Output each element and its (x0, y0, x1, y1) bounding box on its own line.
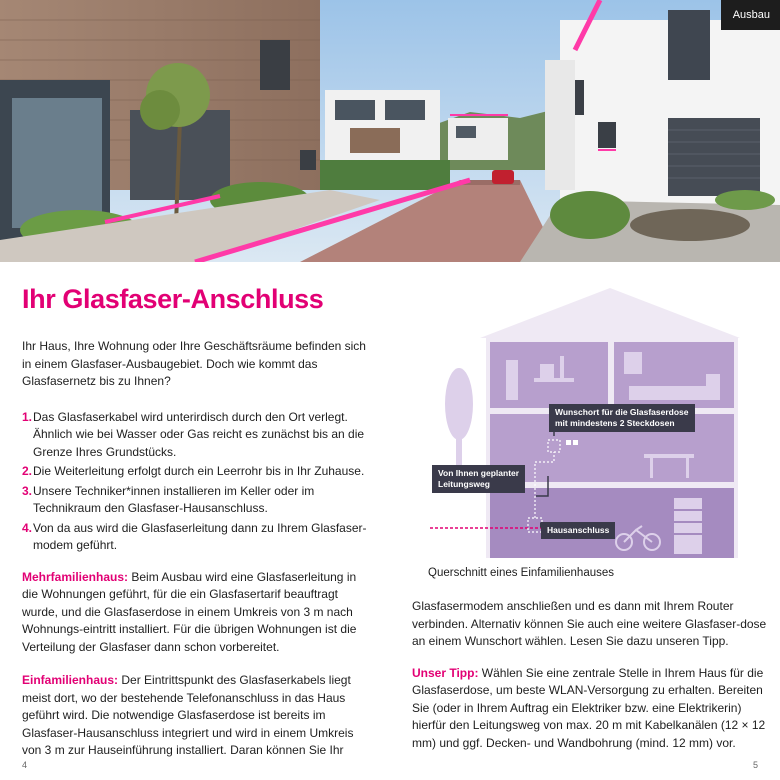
list-item: 2. Die Weiterleitung erfolgt durch ein Leerrohr bis in Ihr Zuhause. (22, 464, 365, 478)
callout-wunschort: Wunschort für die Glasfaserdose mit mindestens 2 Steckdosen (549, 404, 695, 432)
continuation-paragraph: Glasfasermodem anschließen und es dann mit Ihrem Router verbinden. Alternativ können Sie auch eine weitere Glasfaser-dose an einem Wunschort wählen. Lesen Sie dazu unseren Tipp. (412, 599, 767, 648)
list-item: 3. Unsere Techniker*innen installieren im Keller oder im Technikraum den Glasfaser-Hausanschluss. (22, 483, 315, 515)
roof-shape (480, 288, 740, 338)
house-cross-section (424, 286, 760, 558)
tip-label: Unser Tipp: (412, 665, 479, 680)
street-illustration (0, 0, 780, 262)
steps-list (22, 409, 374, 555)
left-column (22, 338, 374, 760)
section-tag: Ausbau (721, 0, 780, 30)
page-title: Ihr Glasfaser-Anschluss (22, 284, 324, 314)
page-number-right: 5 (752, 760, 758, 770)
intro-paragraph: Ihr Haus, Ihre Wohnung oder Ihre Geschäftsräume befinden sich in einem Glasfaser-Ausbaugebiet. Doch wie kommt das Glasfasernetz bis zu Ihnen? (22, 339, 366, 388)
mfh-label: Mehrfamilienhaus: (22, 569, 129, 584)
callout-hausanschluss: Hausanschluss (541, 522, 615, 539)
list-item: 1. Das Glasfaserkabel wird unterirdisch durch den Ort verlegt. Ähnlich wie bei Wasser oder Gas reicht es zunächst bis an die Grenze Ihres Grundstücks. (22, 409, 365, 459)
efh-label: Einfamilienhaus: (22, 673, 119, 687)
callout-leitungsweg: Von Ihnen geplanter Leitungsweg (432, 465, 525, 493)
street-photo (0, 0, 780, 262)
right-column (412, 598, 772, 752)
tip-paragraph: Unser Tipp: Wählen Sie eine zentrale Stelle in Ihrem Haus für die Glasfaserdose, um beste WLAN-Versorgung zu erhalten. Bereiten Sie (oder in Ihrem Auftrag ein Elektriker bzw. eine Elektrikerin) hierfür den Leitungsweg von max. 20 m mit Kabelkanälen (12 × 12 mm) und ggf. Decken- und Wandbohrung (mind. 12 mm) vor. (412, 665, 766, 750)
mfh-paragraph: Mehrfamilienhaus: Beim Ausbau wird eine Glasfaserleitung in die Wohnungen geführt, für die ein Glasfasertarif beauftragt wurde, und die Glasfaserdose in einem Umkreis von 3 m nach Wohnungs-eintritt installiert. Für die übrigen Wohnungen ist die Verteilung der Glasfaser dann schon vorbereitet. (22, 569, 357, 654)
diagram-caption: Querschnitt eines Einfamilienhauses (428, 567, 615, 579)
page-number-left: 4 (22, 760, 28, 770)
list-item: 4. Von da aus wird die Glasfaserleitung dann zu Ihrem Glasfaser-modem geführt. (22, 520, 367, 552)
efh-paragraph: Einfamilienhaus: Der Eintrittspunkt des Glasfaserkabels liegt meist dort, wo der bestehende Telefonanschluss in das Haus geführt wird. Die notwendige Glasfaserdose ist bereits im Glasfaser-Hausanschluss integriert und wird in einem Umkreis von 3 m zur Hauseinführung installiert. Daran können Sie Ihr (22, 673, 354, 757)
